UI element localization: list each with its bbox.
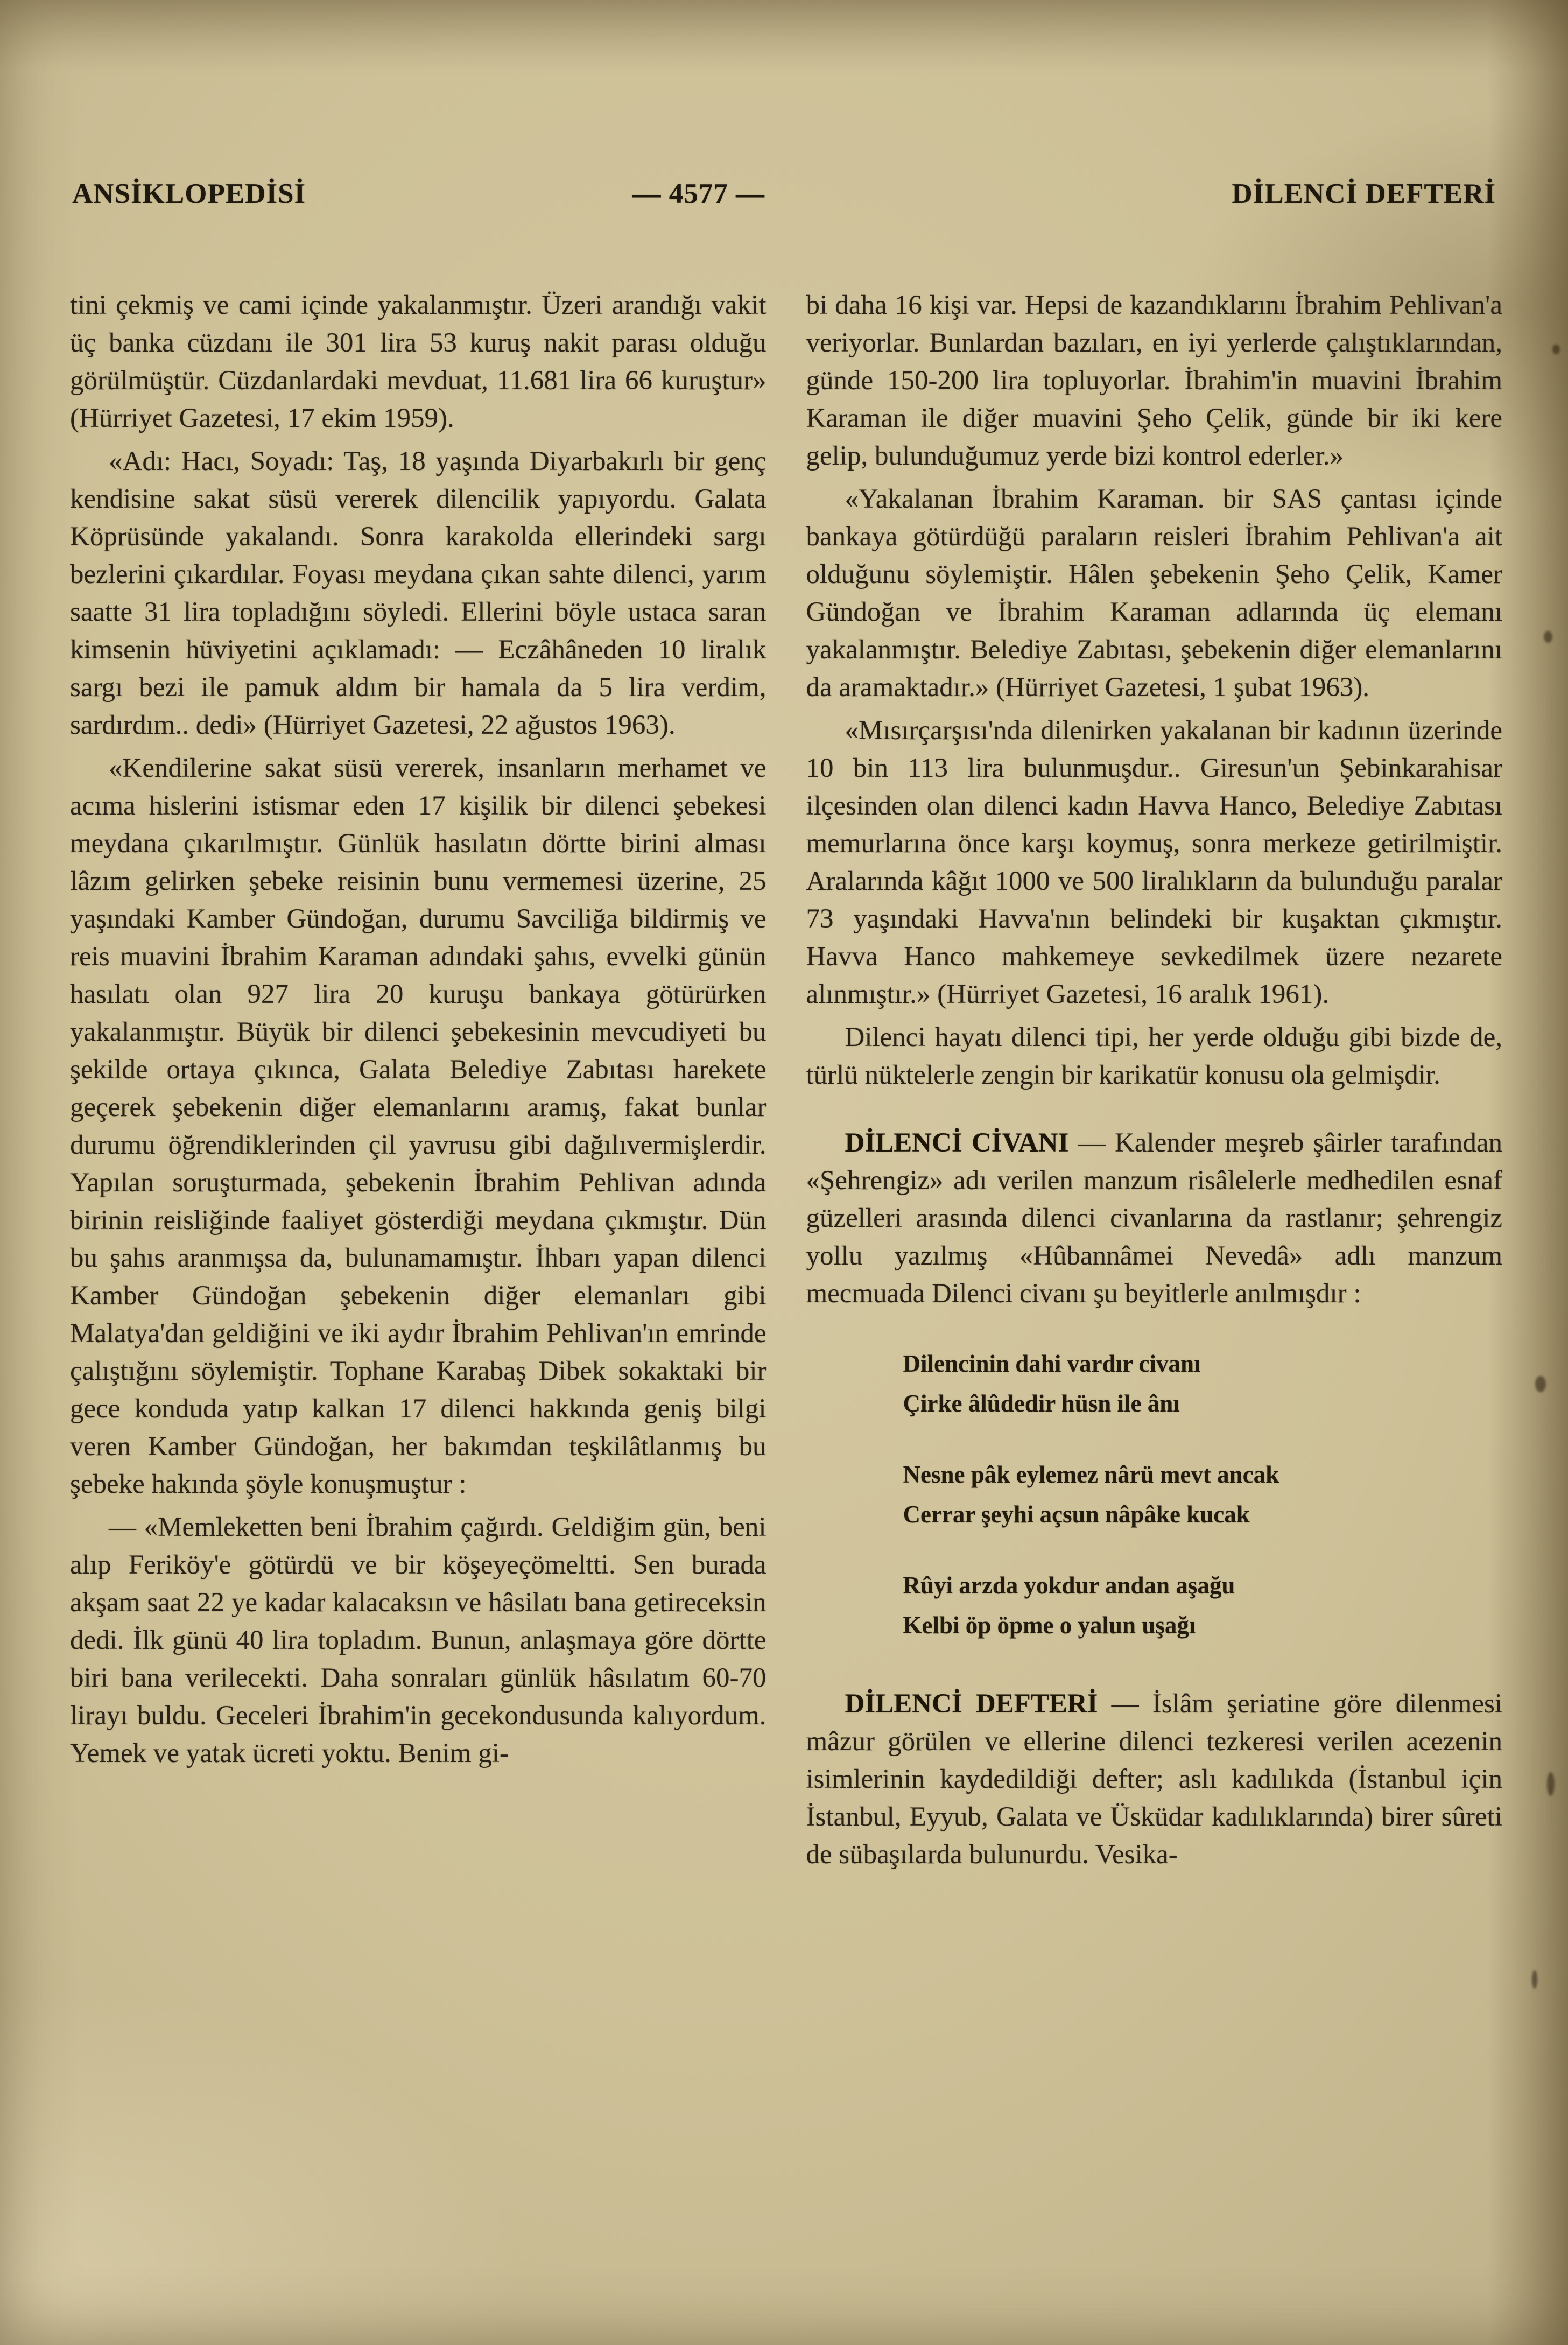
entry-dilenci-civani [806, 1124, 1503, 1312]
entry-headword: DİLENCİ CİVANI [845, 1128, 1069, 1158]
couplet-line: Çirke âlûdedir hüsn ile ânı [903, 1390, 1180, 1417]
couplet-line: Rûyi arzda yokdur andan aşağu [903, 1572, 1235, 1599]
couplet [903, 1455, 1503, 1534]
couplet [903, 1565, 1503, 1645]
header-left-title: ANSİKLOPEDİSİ [72, 178, 306, 209]
paragraph: «Adı: Hacı, Soyadı: Taş, 18 yaşında Diyarbakırlı bir genç kendisine sakat süsü vererek dilencilik yapıyordu. Galata Köprüsünde yakalandı. Sonra karakolda ellerindeki sargı bezlerini çıkardılar. Foyası meydana çıkan sahte dilenci, yarım saatte 31 lira topladığını söyledi. Ellerini böyle ustaca saran kimsenin hüviyetini açıklamadı: — Eczâhâneden 10 liralık sargı bezi ile pamuk aldım bir hamala da 5 lira verdim, sardırdım.. dedi» (Hürriyet Gazetesi, 22 ağustos 1963). [70, 446, 767, 740]
ink-speck [1535, 1376, 1546, 1392]
couplet-line: Kelbi öp öpme o yalun uşağı [903, 1612, 1196, 1639]
paragraph: «Kendilerine sakat süsü vererek, insanların merhamet ve acıma hislerini istismar eden 17 kişilik bir dilenci şebekesi meydana çıkarılmıştır. Günlük hasılatın dörtte birini alması lâzım gelirken şebeke reisinin bunu vermemesi üzerine, 25 yaşındaki Kamber Gündoğan, durumu Savciliğa bildirmiş ve reis muavini İbrahim Karaman adındaki şahıs, evvelki günün hasılatı olan 927 lira 20 kuruşu bankaya götürürken yakalanmıştır. Büyük bir dilenci şebekesinin mevcudiyeti bu şekilde ortaya çıkınca, Galata Belediye Zabıtası harekete geçerek şebekenin diğer elemanlarını aramış, fakat bunlar durumu öğrendiklerinden çil yavrusu gibi dağılıvermişlerdir. Yapılan soruşturmada, şebekenin İbrahim Pehlivan adında birinin reisliğinde faaliyet gösterdiği meydana çıkmıştır. Dün bu şahıs aranmışsa da, bulunamamıştır. İhbarı yapan dilenci Kamber Gündoğan şebekenin diğer elemanları gibi Malatya'dan geldiğini ve iki aydır İbrahim Pehlivan'ın emrinde çalıştığını söylemiştir. Tophane Karabaş Dibek sokaktaki bir gece konduda yatıp kalkan 17 dilenci hakkında geniş bilgi veren Kamber Gündoğan, her bakımdan teşkilâtlanmış bu şebeke hakında şöyle konuşmuştur : [70, 753, 767, 1499]
paragraph: «Yakalanan İbrahim Karaman. bir SAS çantası içinde bankaya götürdüğü paraların reisleri İbrahim Pehlivan'a ait olduğunu söylemiştir. Hâlen şebekenin Şeho Çelik, Kamer Gündoğan ve İbrahim Karaman adlarında üç elemanı yakalanmıştır. Belediye Zabıtası, şebekenin diğer elemanlarını da aramaktadır.» (Hürriyet Gazetesi, 1 şubat 1963). [806, 484, 1502, 703]
entry-text: — İslâm şeriatine göre dilenmesi mâzur görülen ve ellerine dilenci tezkeresi verilen acezenin isimlerinin kaydedildiği defter; aslı kadılıkda (İstanbul için İstanbul, Eyyub, Galata ve Üsküdar kadılıklarında) birer sûreti de sübaşılarda bulunurdu. Vesika- [806, 1689, 1502, 1870]
ink-speck [1552, 345, 1560, 354]
ink-speck [1544, 631, 1552, 643]
right-column [806, 286, 1503, 1879]
entry-headword: DİLENCİ DEFTERİ [845, 1689, 1098, 1719]
couplet-line: Cerrar şeyhi açsun nâpâke kucak [903, 1501, 1250, 1528]
paragraph: «Mısırçarşısı'nda dilenirken yakalanan bir kadının üzerinde 10 bin 113 lira bulunmuşdur.. Giresun'un Şebinkarahisar ilçesinden olan dilenci kadın Havva Hanco, Belediye Zabıtası memurlarına önce karşı koymuş, sonra merkeze getirilmiştir. Aralarında kâğıt 1000 ve 500 liralıkların da bulunduğu paralar 73 yaşındaki Havva'nın belindeki bir kuşaktan çıkmıştır. Havva Hanco mahkemeye sevkedilmek üzere nezarete alınmıştır.» (Hürriyet Gazetesi, 16 aralık 1961). [806, 715, 1502, 1009]
paragraph: Dilenci hayatı dilenci tipi, her yerde olduğu gibi bizde de, türlü nüktelerle zengin bir karikatür konusu ola gelmişdir. [806, 1022, 1502, 1090]
couplet [903, 1344, 1503, 1423]
paragraph: — «Memleketten beni İbrahim çağırdı. Geldiğim gün, beni alıp Feriköy'e götürdü ve bir köşeyeçömeltti. Sen burada akşam saat 22 ye kadar kalacaksın ve hâsilatı bana getireceksin dedi. İlk günü 40 lira topladım. Bunun, anlaşmaya göre dörtte biri bana verilecekti. Daha sonraları günlük hâsılatım 60-70 lirayı buldu. Geceleri İbrahim'in gecekondusunda kalıyordum. Yemek ve yatak ücreti yoktu. Benim gi- [70, 1512, 767, 1768]
paragraph: bi daha 16 kişi var. Hepsi de kazandıklarını İbrahim Pehlivan'a veriyorlar. Bunlardan bazıları, en iyi yerlerde çalıştıklarından, günde 150-200 lira topluyorlar. İbrahim'in muavini İbrahim Karaman ile diğer muavini Şeho Çelik, günde bir iki kere gelip, bulunduğumuz yerde bizi kontrol ederler.» [806, 290, 1502, 471]
page-number: — 4577 — [632, 178, 765, 209]
entry-dilenci-defteri [806, 1685, 1503, 1873]
page-header [72, 178, 1496, 217]
ink-speck [1532, 1970, 1537, 1989]
header-right-title: DİLENCİ DEFTERİ [1232, 178, 1496, 209]
entry-text: — Kalender meşreb şâirler tarafından «Şehrengiz» adı verilen manzum risâlelerle medhedilen esnaf güzelleri arasında dilenci civanlarına da rastlanır; şehrengiz yollu yazılmış «Hûbannâmei Nevedâ» adlı manzum mecmuada Dilenci civanı şu beyitlerle anılmışdır : [806, 1128, 1503, 1309]
ink-speck [1547, 1772, 1555, 1796]
couplet-line: Dilencinin dahi vardır civanı [903, 1350, 1201, 1377]
couplet-line: Nesne pâk eylemez nârü mevt ancak [903, 1461, 1279, 1488]
paragraph: tini çekmiş ve cami içinde yakalanmıştır. Üzeri arandığı vakit üç banka cüzdanı ile 301 lira 53 kuruş nakit parası olduğu görülmüştür. Cüzdanlardaki mevduat, 11.681 lira 66 kuruştur» (Hürriyet Gazetesi, 17 ekim 1959). [70, 290, 767, 433]
left-column [70, 286, 767, 1879]
text-columns [70, 286, 1502, 1879]
